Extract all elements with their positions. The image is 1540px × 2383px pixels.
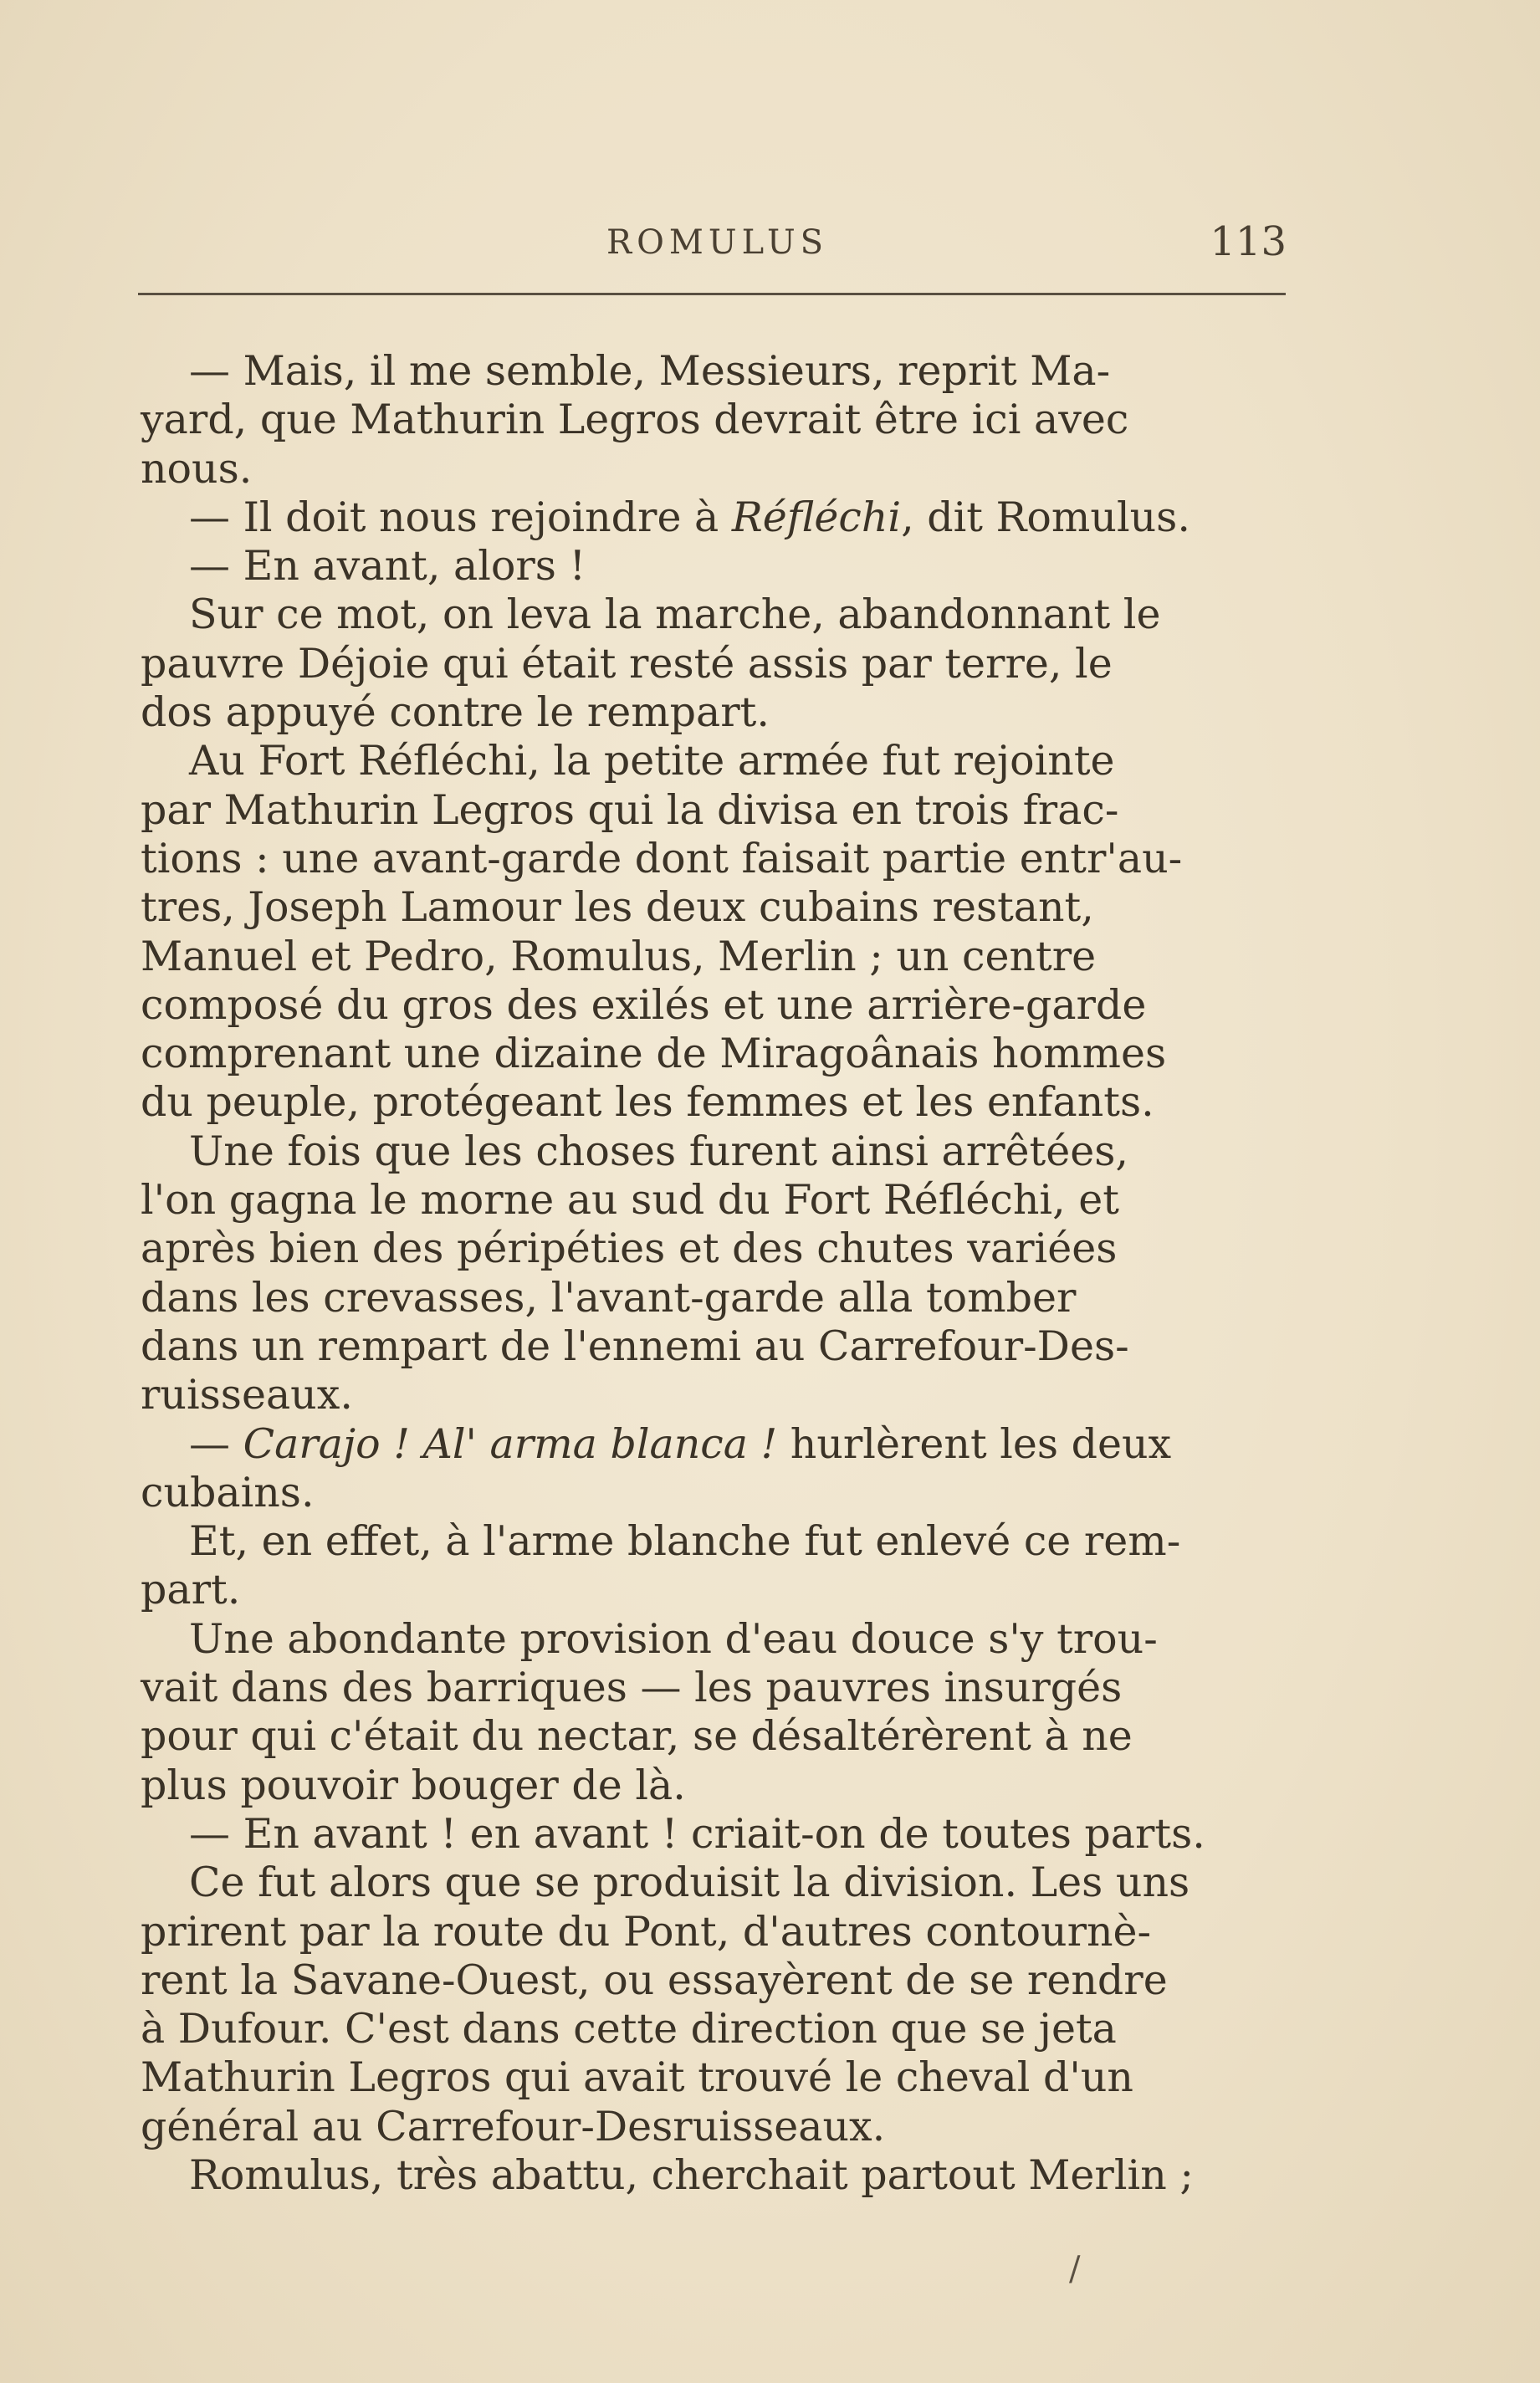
text-line: comprenant une dizaine de Miragoânais hommes [141,1030,1167,1078]
running-title: ROMULUS [606,223,829,262]
text-line: — Mais, il me semble, Messieurs, reprit Ma- [189,347,1111,395]
text-line: nous. [141,444,253,493]
text-line: Au Fort Réfléchi, la petite armée fut rejointe [189,737,1115,785]
text-line: rent la Savane-Ouest, ou essayèrent de se rendre [141,1956,1168,2004]
text-line: dans les crevasses, l'avant-garde alla tomber [141,1273,1077,1322]
text-line: Une abondante provision d'eau douce s'y trou- [189,1614,1158,1663]
text-line: ruisseaux. [141,1371,353,1419]
text-line [141,1420,1312,1469]
text-line: cubains. [141,1468,315,1516]
text-line [141,493,1312,542]
text-line: Et, en effet, à l'arme blanche fut enlevé ce rem- [189,1517,1181,1566]
text-line: Manuel et Pedro, Romulus, Merlin ; un centre [141,932,1097,980]
text-line: Une fois que les choses furent ainsi arrêtées, [189,1127,1128,1175]
page-header [142,213,1288,272]
text-line: dans un rempart de l'ennemi au Carrefour-Des- [141,1322,1129,1370]
text-line: tres, Joseph Lamour les deux cubains restant, [141,883,1094,932]
text-line: tions : une avant-garde dont faisait partie entr'au- [141,834,1183,882]
text-line: vait dans des barriques — les pauvres insurgés [141,1664,1123,1712]
text-line: par Mathurin Legros qui la divisa en trois frac- [141,785,1119,834]
text-line: composé du gros des exilés et une arrière-garde [141,980,1147,1029]
text-line: Sur ce mot, on leva la marche, abandonnant le [189,591,1161,639]
header-rule [138,293,1286,295]
text-line: Ce fut alors que se produisit la division. Les uns [189,1859,1190,1907]
text-segment: hurlèrent les deux [777,1419,1172,1468]
stray-mark: / [1069,2250,1081,2288]
text-line: du peuple, protégeant les femmes et les enfants. [141,1078,1154,1127]
body-text [141,347,1312,2200]
text-line: à Dufour. C'est dans cette direction que se jeta [141,2005,1117,2053]
text-segment: — Il doit nous rejoindre à [189,493,732,541]
text-line: général au Carrefour-Desruisseaux. [141,2102,886,2150]
italic-segment: Réfléchi [731,493,902,541]
text-line: part. [141,1566,241,1614]
text-line: — En avant ! en avant ! criait-on de toutes parts. [189,1809,1205,1858]
text-line: après bien des péripéties et des chutes variées [141,1225,1118,1273]
text-line: Romulus, très abattu, cherchait partout Merlin ; [189,2150,1194,2199]
text-line: Mathurin Legros qui avait trouvé le cheval d'un [141,2053,1133,2102]
text-line: l'on gagna le morne au sud du Fort Réfléchi, et [141,1176,1119,1225]
italic-segment: Carajo ! Al' arma blanca ! [243,1419,778,1468]
text-line: prirent par la route du Pont, d'autres contournè- [141,1907,1152,1956]
text-line: pour qui c'était du nectar, se désaltérèrent à ne [141,1712,1133,1761]
text-line: pauvre Déjoie qui était resté assis par terre, le [141,639,1113,688]
text-segment: — [189,1419,243,1468]
page-number: 113 [1210,218,1287,265]
text-line: plus pouvoir bouger de là. [141,1761,686,1809]
text-segment: , dit Romulus. [901,493,1190,541]
text-line: — En avant, alors ! [189,542,586,591]
text-line: dos appuyé contre le rempart. [141,688,770,737]
text-line: yard, que Mathurin Legros devrait être ici avec [141,396,1129,444]
